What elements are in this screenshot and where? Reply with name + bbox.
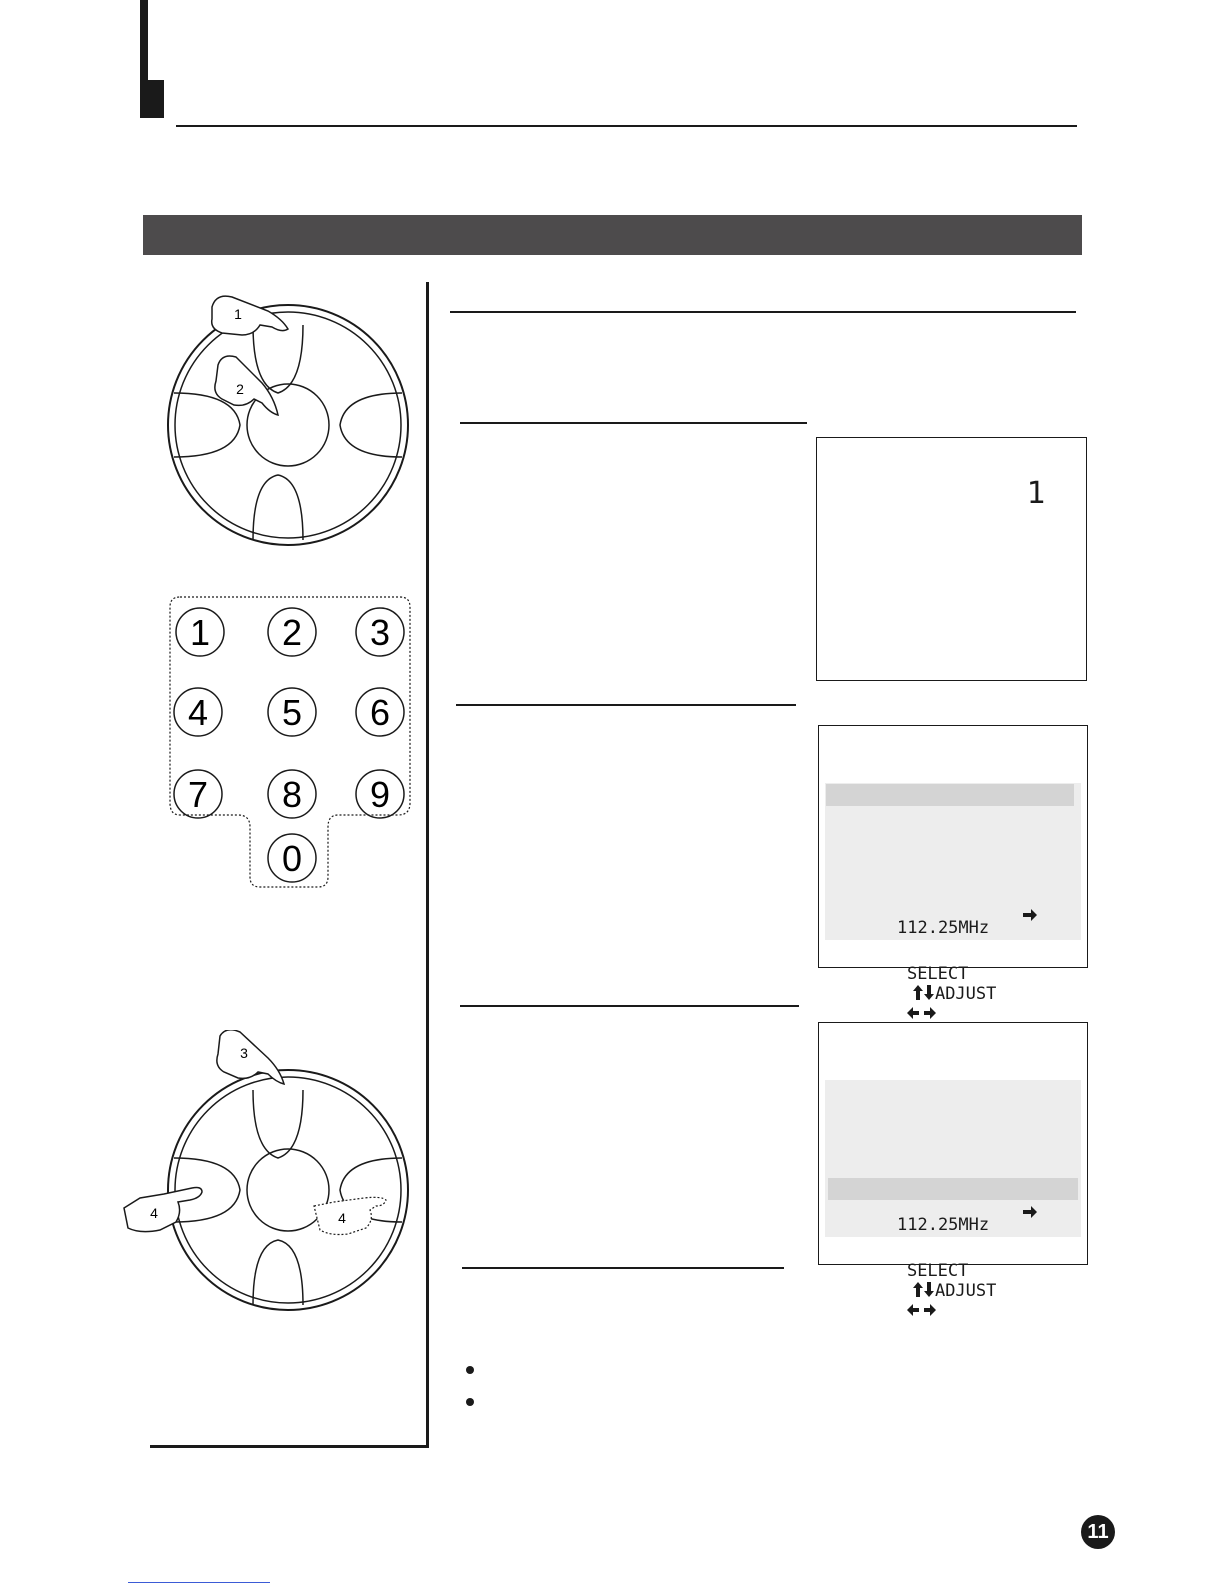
wheel-up-button <box>253 1090 303 1158</box>
adjust-hint-label: ADJUST <box>934 1281 997 1301</box>
select-hint-label: SELECT <box>906 964 969 984</box>
svg-text:6: 6 <box>369 692 391 733</box>
svg-text:4: 4 <box>338 1210 346 1226</box>
arrow-right-icon <box>1022 1206 1038 1218</box>
header-rule <box>176 125 1077 127</box>
up-down-arrows-icon <box>913 1282 935 1298</box>
menu-highlight-row <box>826 784 1074 806</box>
wheel-outer-ring <box>168 1070 408 1310</box>
svg-text:7: 7 <box>187 774 209 815</box>
wheel-down-button <box>253 475 303 540</box>
menu-panel <box>825 1080 1081 1237</box>
pointing-hand-1-icon <box>212 296 288 335</box>
tv-screen-tuning-menu <box>818 725 1088 1004</box>
pointing-hand-2-icon <box>215 356 278 415</box>
content-heading-rule <box>450 311 1076 313</box>
left-right-arrows-icon <box>907 1304 937 1316</box>
step-2-rule <box>456 704 796 706</box>
column-foot-rule <box>150 1445 429 1448</box>
keypad-key-3 <box>356 608 404 656</box>
step-3-rule <box>460 1005 799 1007</box>
left-right-arrows-icon <box>907 1007 937 1019</box>
pointing-hand-3-icon <box>217 1030 284 1084</box>
svg-text:4: 4 <box>187 692 209 733</box>
svg-text:4: 4 <box>150 1205 158 1221</box>
tv-screen-channel <box>816 437 1087 681</box>
pointing-hand-4-right-icon <box>314 1197 386 1234</box>
bullet-point <box>466 1398 474 1406</box>
keypad-key-6 <box>356 688 404 736</box>
remote-wheel-illustration-top <box>150 285 420 560</box>
section-title-band <box>143 215 1082 255</box>
adjust-hint-label: ADJUST <box>934 984 997 1004</box>
remote-wheel-illustration-bottom <box>120 1030 420 1315</box>
svg-text:5: 5 <box>281 692 303 733</box>
header-marker-bar <box>140 0 148 80</box>
frequency-readout: 112.25MHz <box>897 1215 990 1235</box>
pointing-hand-4-left-icon <box>124 1188 202 1232</box>
control-hint <box>866 1241 996 1341</box>
select-hint-label: SELECT <box>906 1261 969 1281</box>
svg-text:1: 1 <box>234 306 242 322</box>
frequency-readout: 112.25MHz <box>897 918 990 938</box>
svg-text:2: 2 <box>236 381 244 397</box>
bullet-point <box>466 1366 474 1374</box>
keypad-key-0 <box>268 834 316 882</box>
menu-panel <box>825 783 1081 940</box>
wheel-center-button <box>247 1149 329 1231</box>
svg-text:0: 0 <box>281 838 303 879</box>
svg-text:8: 8 <box>281 774 303 815</box>
header-marker-block <box>140 80 164 118</box>
keypad-key-5 <box>268 688 316 736</box>
arrow-right-icon <box>1022 909 1038 921</box>
svg-text:9: 9 <box>369 774 391 815</box>
step-4-rule <box>462 1267 784 1269</box>
keypad-key-9 <box>356 770 404 818</box>
channel-number: 1 <box>1026 476 1046 511</box>
wheel-right-button <box>340 393 402 457</box>
wheel-down-button <box>253 1240 303 1305</box>
tv-screen-fine-tune-menu <box>818 1022 1088 1301</box>
svg-text:1: 1 <box>189 612 211 653</box>
wheel-outer-ring <box>168 305 408 545</box>
keypad-key-1 <box>176 608 224 656</box>
svg-text:2: 2 <box>281 612 303 653</box>
svg-text:3: 3 <box>240 1045 248 1061</box>
keypad-key-7 <box>174 770 222 818</box>
wheel-inner-ring <box>175 1077 401 1303</box>
keypad-key-4 <box>174 688 222 736</box>
page-number-badge: 11 <box>1081 1515 1115 1549</box>
menu-highlight-row <box>828 1178 1078 1200</box>
number-keypad-illustration <box>168 595 413 895</box>
up-down-arrows-icon <box>913 985 935 1001</box>
wheel-inner-ring <box>175 312 401 538</box>
keypad-key-2 <box>268 608 316 656</box>
svg-text:3: 3 <box>369 612 391 653</box>
keypad-key-8 <box>268 770 316 818</box>
column-divider <box>426 282 429 1448</box>
step-1-rule <box>460 422 807 424</box>
link-underline <box>128 1582 270 1583</box>
